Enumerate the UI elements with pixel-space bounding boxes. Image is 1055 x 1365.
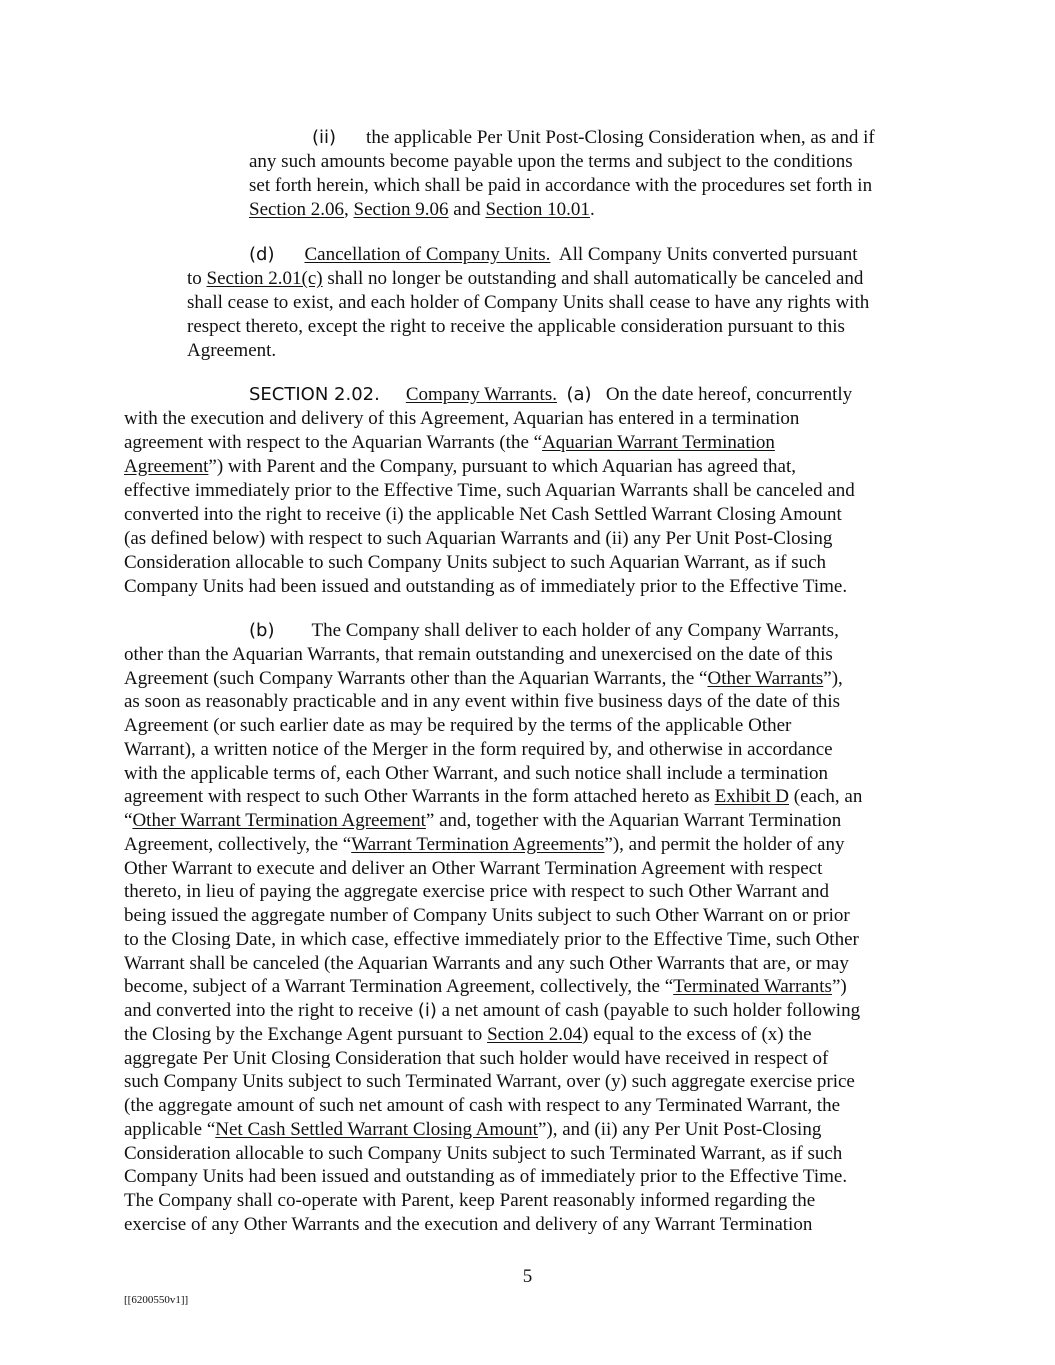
clause-d-line-2: to Section 2.01(c) shall no longer be outstanding and shall automatically be canceled and [187,268,864,289]
clause-b-line-10: Agreement, collectively, the “Warrant Termination Agreements”), and permit the holder of any [124,834,845,855]
clause-ii-line-2: any such amounts become payable upon the terms and subject to the conditions [249,151,853,172]
page-number: 5 [522,1266,533,1287]
defined-term: Other Warrant Termination Agreement [132,810,426,831]
clause-ii-line-4: Section 2.06, Section 9.06 and Section 10.01. [249,199,595,220]
section-title: Company Warrants. [405,384,557,405]
clause-b-line-3: Agreement (such Company Warrants other than the Aquarian Warrants, the “Other Warrants”), [124,668,843,689]
section-ref-link[interactable]: Section 10.01 [485,199,590,220]
clause-b-line-13: being issued the aggregate number of Company Units subject to such Other Warrant on or prior [124,905,850,926]
section-ref-link[interactable]: Section 2.06 [249,199,344,220]
clause-marker: (d) [249,244,275,265]
clause-marker: (a) [566,384,592,405]
clause-marker: (i) [417,1000,437,1021]
section-2-02-line-2: with the execution and delivery of this Agreement, Aquarian has entered in a termination [124,408,800,429]
clause-b-line-15: Warrant shall be canceled (the Aquarian Warrants and any such Other Warrants that are, or may [124,953,849,974]
clause-b-line-20: such Company Units subject to such Terminated Warrant, over (y) such aggregate exercise price [124,1071,855,1092]
clause-b-line-17: and converted into the right to receive (i) a net amount of cash (payable to such holder following [124,1000,861,1021]
section-2-02-line-4: Agreement”) with Parent and the Company, pursuant to which Aquarian has agreed that, [124,456,797,477]
defined-term: Aquarian Warrant Termination [542,432,775,453]
clause-d-line-3: shall cease to exist, and each holder of Company Units shall cease to have any rights with [187,292,870,313]
clause-b-line-5: Agreement (or such earlier date as may be required by the terms of the applicable Other [124,715,792,736]
section-2-02-line-7: (as defined below) with respect to such Aquarian Warrants and (ii) any Per Unit Post-Closing [124,528,833,549]
clause-marker: (ii) [312,127,337,148]
clause-b-line-1: (b) The Company shall deliver to each holder of any Company Warrants, [249,620,839,641]
clause-b-line-14: to the Closing Date, in which case, effective immediately prior to the Effective Time, such Other [124,929,859,950]
clause-b-line-26: exercise of any Other Warrants and the execution and delivery of any Warrant Termination [124,1214,813,1235]
section-2-02-line-6: converted into the right to receive (i) the applicable Net Cash Settled Warrant Closing Amount [124,504,842,525]
clause-b-line-2: other than the Aquarian Warrants, that remain outstanding and unexercised on the date of this [124,644,833,665]
defined-term: Agreement [124,456,209,477]
defined-term: Terminated Warrants [673,976,832,997]
defined-term: Warrant Termination Agreements [351,834,605,855]
clause-b-line-16: become, subject of a Warrant Termination Agreement, collectively, the “Terminated Warrants”) [124,976,847,997]
clause-b-line-21: (the aggregate amount of such net amount of cash with respect to any Terminated Warrant, the [124,1095,841,1116]
section-2-02-line-8: Consideration allocable to such Company Units subject to such Aquarian Warrant, as if such [124,552,827,573]
clause-b-line-22: applicable “Net Cash Settled Warrant Closing Amount”), and (ii) any Per Unit Post-Closing [124,1119,822,1140]
document-id: [[6200550v1]] [124,1294,189,1306]
clause-b-line-25: The Company shall co-operate with Parent, keep Parent reasonably informed regarding the [124,1190,816,1211]
defined-term: Net Cash Settled Warrant Closing Amount [215,1119,538,1140]
section-ref-link[interactable]: Section 2.01(c) [206,268,323,289]
clause-d-line-1: (d) Cancellation of Company Units. All Company Units converted pursuant [249,244,858,265]
clause-b-line-23: Consideration allocable to such Company Units subject to such Terminated Warrant, as if such [124,1143,843,1164]
clause-d-line-5: Agreement. [187,340,277,361]
clause-marker: (b) [249,620,275,641]
clause-b-line-7: with the applicable terms of, each Other Warrant, and such notice shall include a termination [124,763,829,784]
section-2-02-line-9: Company Units had been issued and outstanding as of immediately prior to the Effective Time. [124,576,848,597]
section-2-02-line-5: effective immediately prior to the Effective Time, such Aquarian Warrants shall be canceled and [124,480,855,501]
clause-b-line-19: aggregate Per Unit Closing Consideration that such holder would have received in respect of [124,1048,829,1069]
section-ref-link[interactable]: Section 9.06 [353,199,449,220]
section-label: SECTION 2.02. [249,384,380,405]
exhibit-ref-link[interactable]: Exhibit D [714,786,790,807]
clause-b-line-24: Company Units had been issued and outstanding as of immediately prior to the Effective Time. [124,1166,848,1187]
clause-b-line-11: Other Warrant to execute and deliver an Other Warrant Termination Agreement with respect [124,858,823,879]
section-ref-link[interactable]: Section 2.04 [487,1024,583,1045]
clause-ii-line-1: (ii) the applicable Per Unit Post-Closing Consideration when, as and if [312,127,875,148]
section-2-02-line-1: SECTION 2.02. Company Warrants. (a) On the date hereof, concurrently [249,384,853,405]
clause-d-line-4: respect thereto, except the right to receive the applicable consideration pursuant to this [187,316,845,337]
clause-ii-line-3: set forth herein, which shall be paid in accordance with the procedures set forth in [249,175,873,196]
clause-b-line-8: agreement with respect to such Other Warrants in the form attached hereto as Exhibit D (each, an [124,786,863,807]
clause-b-line-6: Warrant), a written notice of the Merger in the form required by, and otherwise in accordance [124,739,833,760]
clause-b-line-18: the Closing by the Exchange Agent pursuant to Section 2.04) equal to the excess of (x) the [124,1024,812,1045]
clause-title: Cancellation of Company Units. [304,244,551,265]
clause-b-line-4: as soon as reasonably practicable and in any event within five business days of the date of this [124,691,840,712]
clause-b-line-12: thereto, in lieu of paying the aggregate exercise price with respect to such Other Warrant and [124,881,830,902]
clause-b-line-9: “Other Warrant Termination Agreement” and, together with the Aquarian Warrant Termination [124,810,842,831]
section-2-02-line-3: agreement with respect to the Aquarian Warrants (the “Aquarian Warrant Termination [124,432,775,453]
defined-term: Other Warrants [707,668,824,689]
